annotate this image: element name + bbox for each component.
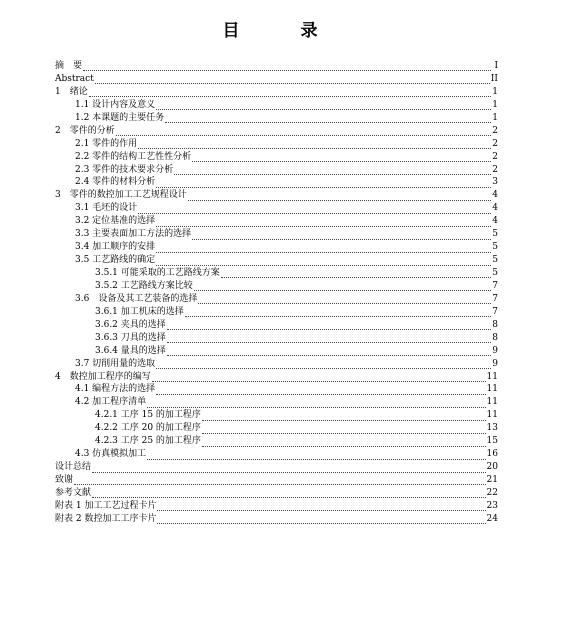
toc-entry-page: 8	[492, 319, 498, 330]
toc-entry-label: 2.2 零件的结构工艺性性分析	[75, 151, 192, 162]
toc-entry-page: 5	[492, 268, 498, 278]
toc-entry-label: 3.5.2 工艺路线方案比较	[95, 280, 193, 291]
toc-leader-dots	[167, 348, 491, 356]
toc-entry[interactable]	[55, 358, 498, 371]
toc-entry[interactable]	[55, 176, 498, 189]
toc-entry-label: 3.1 毛坯的设计	[75, 203, 138, 214]
toc-entry-page: 3	[492, 177, 498, 188]
toc-leader-dots	[167, 322, 491, 330]
toc-entry-label: 4.2.1 工序 15 的加工程序	[95, 410, 201, 421]
toc-entry[interactable]	[55, 474, 498, 487]
toc-entry-label: 4.2.2 工序 20 的加工程序	[95, 423, 201, 434]
toc-leader-dots	[202, 413, 486, 421]
toc-entry-page: 7	[492, 306, 498, 317]
toc-entry-page: 4	[492, 203, 498, 214]
toc-entry-page: 11	[486, 410, 498, 421]
toc-leader-dots	[194, 283, 491, 291]
toc-entry-page: 23	[486, 500, 498, 511]
toc-entry[interactable]	[55, 112, 498, 125]
toc-entry-label: 1.2 本课题的主要任务	[75, 112, 165, 123]
toc-leader-dots	[221, 270, 491, 278]
toc-entry-page: 15	[486, 436, 498, 447]
toc-entry[interactable]	[55, 513, 498, 526]
toc-entry-page: 20	[486, 462, 498, 473]
toc-entry-page: 4	[492, 190, 498, 201]
toc-leader-dots	[138, 141, 491, 149]
toc-entry-page: 5	[492, 229, 498, 240]
toc-entry-label: 3.5 工艺路线的确定	[75, 255, 156, 266]
toc-entry-label: 3.6.2 夹具的选择	[95, 319, 166, 330]
toc-leader-dots	[156, 387, 485, 395]
toc-entry-label: 3.6.3 刀具的选择	[95, 332, 166, 343]
toc-leader-dots	[202, 439, 486, 447]
toc-entry-page: 21	[486, 475, 498, 485]
toc-entry-label: 3.6.4 量具的选择	[95, 345, 166, 356]
toc-entry-page: 24	[486, 513, 498, 524]
toc-leader-dots	[174, 167, 491, 175]
toc-entry-label: Abstract	[55, 73, 94, 84]
toc-entry-label: 参考文献	[55, 487, 92, 498]
toc-entry[interactable]	[55, 345, 498, 358]
toc-entry[interactable]	[55, 228, 498, 241]
toc-entry-label: 3.4 加工顺序的安排	[75, 242, 156, 253]
page-title: 目 录	[222, 21, 340, 41]
toc-entry-label: 附表 2 数控加工工序卡片	[55, 513, 157, 524]
toc-entry-page: 5	[492, 255, 498, 266]
toc-entry[interactable]	[55, 306, 498, 319]
toc-leader-dots	[165, 115, 491, 123]
toc-entry-label: 4.3 仿真模拟加工	[75, 449, 147, 460]
toc-leader-dots	[138, 206, 491, 214]
toc-entry-label: 2.3 零件的技术要求分析	[75, 164, 174, 175]
toc-entry[interactable]	[55, 435, 498, 448]
toc-entry[interactable]	[55, 293, 498, 306]
toc-entry[interactable]	[55, 409, 498, 422]
toc-entry-page: 9	[492, 358, 498, 369]
toc-leader-dots	[156, 361, 491, 369]
toc-entry-page: 13	[486, 423, 498, 434]
toc-leader-dots	[192, 154, 491, 162]
toc-leader-dots	[156, 219, 491, 227]
toc-entry[interactable]	[55, 202, 498, 215]
toc-leader-dots	[156, 180, 491, 188]
toc-entry-label: 3 零件的数控加工工艺规程设计	[55, 190, 187, 201]
toc-entry-page: 2	[492, 151, 498, 162]
toc-entry[interactable]	[55, 164, 498, 177]
toc-entry-page: II	[490, 73, 498, 84]
toc-entry[interactable]	[55, 396, 498, 409]
toc-entry-page: 4	[492, 216, 498, 227]
toc-entry[interactable]	[55, 461, 498, 474]
toc-entry-label: 4 数控加工程序的编写	[55, 371, 151, 382]
toc-leader-dots	[156, 102, 491, 110]
toc-entry-label: 摘 要	[55, 61, 83, 71]
toc-entry-page: I	[494, 61, 498, 71]
toc-entry[interactable]	[55, 138, 498, 151]
toc-leader-dots	[188, 193, 491, 201]
toc-leader-dots	[157, 516, 485, 524]
toc-entry-page: 11	[486, 397, 498, 408]
toc-entry-page: 8	[492, 332, 498, 343]
toc-leader-dots	[152, 374, 486, 382]
toc-entry[interactable]	[55, 319, 498, 332]
toc-entry[interactable]	[55, 267, 498, 280]
toc-entry-page: 22	[486, 487, 498, 498]
toc-leader-dots	[74, 477, 486, 485]
toc-entry-label: 1 绪论	[55, 86, 88, 97]
toc-entry[interactable]	[55, 254, 498, 267]
toc-entry-label: 4.1 编程方法的选择	[75, 384, 156, 395]
toc-leader-dots	[116, 128, 491, 136]
toc-leader-dots	[147, 452, 485, 460]
toc-entry[interactable]	[55, 332, 498, 345]
toc-entry[interactable]	[55, 371, 498, 384]
toc-entry[interactable]	[55, 151, 498, 164]
toc-leader-dots	[83, 63, 491, 71]
toc-entry[interactable]	[55, 60, 498, 73]
toc-entry-page: 9	[492, 345, 498, 356]
toc-entry[interactable]	[55, 189, 498, 202]
toc-leader-dots	[95, 76, 490, 84]
toc-leader-dots	[92, 490, 486, 498]
toc-entry[interactable]	[55, 383, 498, 396]
toc-entry-label: 致谢	[55, 475, 74, 485]
toc-entry-label: 2.4 零件的材料分析	[75, 177, 156, 188]
toc-entry[interactable]	[55, 241, 498, 254]
toc-entry-page: 11	[486, 371, 498, 382]
toc-entry[interactable]	[55, 125, 498, 138]
toc-entry[interactable]	[55, 86, 498, 99]
toc-leader-dots	[185, 309, 491, 317]
toc-entry-label: 4.2 加工程序清单	[75, 397, 147, 408]
toc-entry[interactable]	[55, 500, 498, 513]
toc-leader-dots	[192, 232, 491, 240]
toc-leader-dots	[157, 503, 485, 511]
toc-entry[interactable]	[55, 487, 498, 500]
toc-entry-label: 2.1 零件的作用	[75, 138, 138, 149]
toc-entry-page: 2	[492, 125, 498, 136]
toc-entry-label: 3.2 定位基准的选择	[75, 216, 156, 227]
toc-leader-dots	[156, 258, 491, 266]
toc-entry-page: 1	[492, 86, 498, 97]
toc-entry-page: 7	[492, 280, 498, 291]
toc-leader-dots	[147, 400, 485, 408]
toc-entry-page: 5	[492, 242, 498, 253]
toc-entry-page: 2	[492, 164, 498, 175]
toc-entry-label: 3.7 切削用量的选取	[75, 358, 156, 369]
toc-entry[interactable]	[55, 422, 498, 435]
toc-entry-page: 1	[492, 112, 498, 123]
toc-leader-dots	[202, 426, 486, 434]
toc-entry-label: 4.2.3 工序 25 的加工程序	[95, 436, 201, 447]
toc-entry-label: 3.3 主要表面加工方法的选择	[75, 229, 192, 240]
toc-entry-label: 附表 1 加工工艺过程卡片	[55, 500, 157, 511]
toc-leader-dots	[167, 335, 491, 343]
toc-entry-page: 16	[486, 449, 498, 460]
toc-leader-dots	[89, 89, 491, 97]
toc-entry-page: 11	[486, 384, 498, 395]
toc-entry[interactable]	[55, 99, 498, 112]
toc-entry[interactable]	[55, 280, 498, 293]
toc-entry-page: 1	[492, 99, 498, 110]
toc-entry-label: 3.6.1 加工机床的选择	[95, 306, 184, 317]
toc-entry[interactable]	[55, 215, 498, 228]
table-of-contents	[55, 60, 498, 526]
toc-leader-dots	[92, 465, 486, 473]
toc-entry[interactable]	[55, 73, 498, 86]
toc-entry-label: 3.6 设备及其工艺装备的选择	[75, 293, 198, 304]
toc-entry-page: 7	[492, 293, 498, 304]
toc-entry[interactable]	[55, 448, 498, 461]
toc-entry-label: 设计总结	[55, 462, 92, 473]
toc-entry-label: 2 零件的分析	[55, 125, 115, 136]
toc-entry-page: 2	[492, 138, 498, 149]
toc-leader-dots	[198, 296, 491, 304]
toc-leader-dots	[156, 245, 491, 253]
toc-entry-label: 3.5.1 可能采取的工艺路线方案	[95, 268, 220, 278]
toc-entry-label: 1.1 设计内容及意义	[75, 99, 156, 110]
